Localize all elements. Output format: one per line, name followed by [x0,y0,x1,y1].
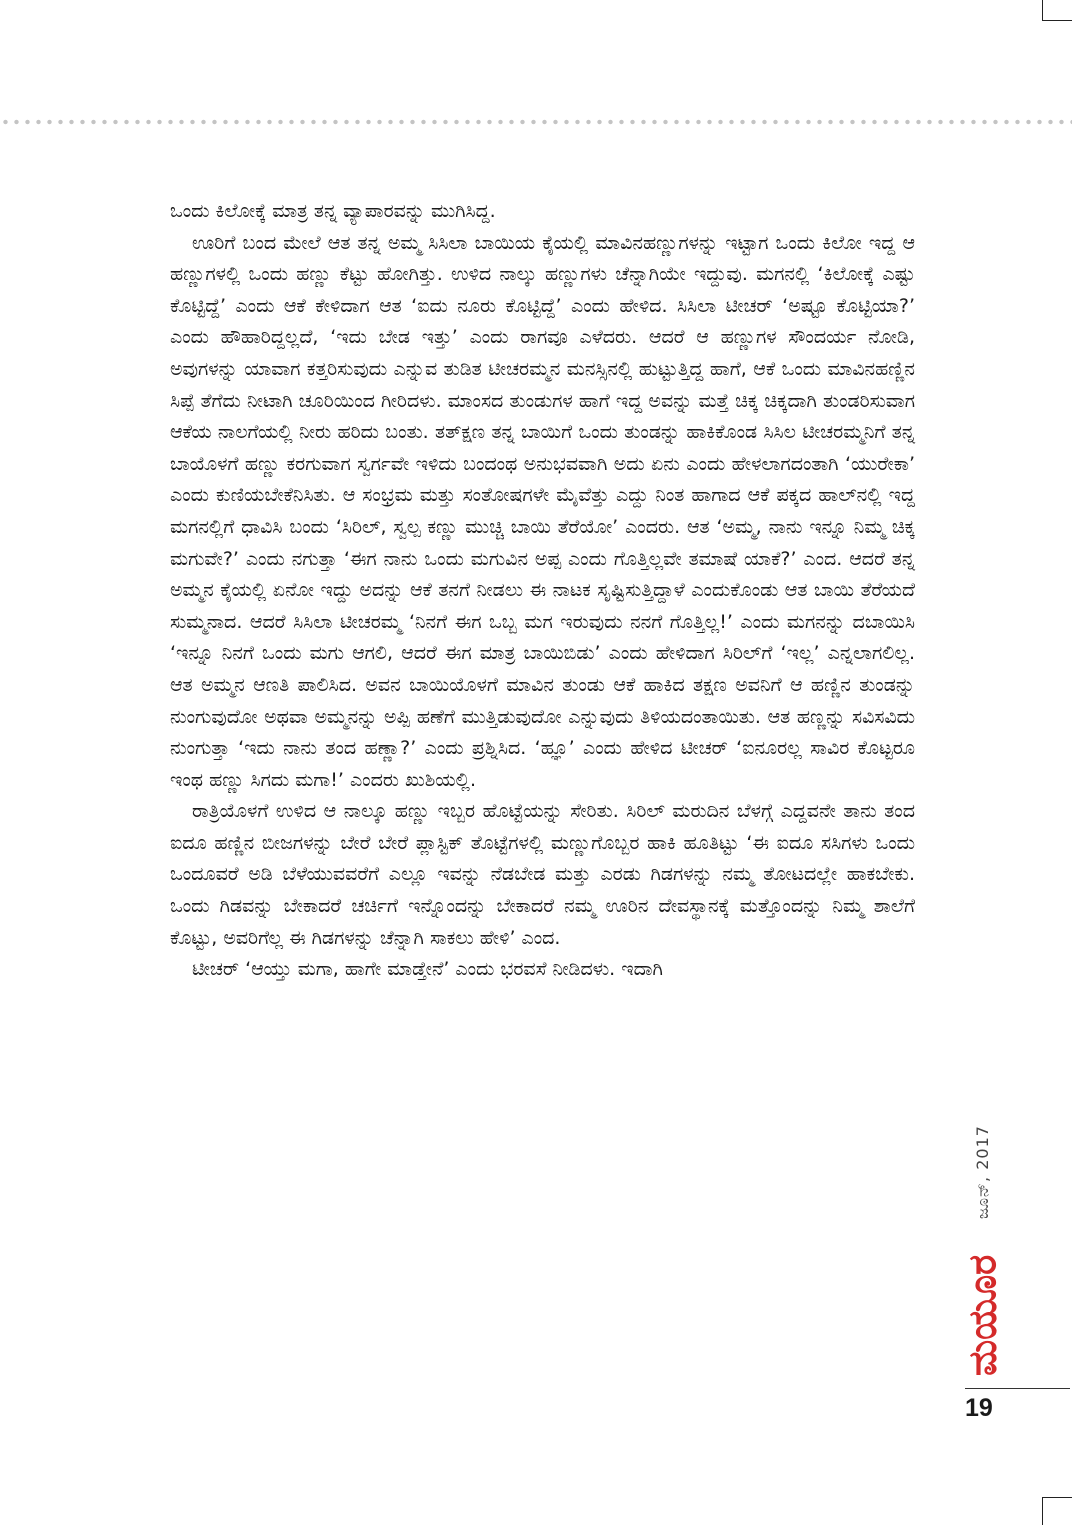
page-number: 19 [965,1394,993,1422]
page-number-rule [965,1388,1070,1389]
paragraph-4: ಟೀಚರ್ ‘ಆಯ್ತು ಮಗಾ, ಹಾಗೇ ಮಾಡ್ತೇನೆ’ ಎಂದು ಭರವಸೆ ನೀಡಿದಳು. ಇದಾಗಿ [192,958,663,981]
paragraph-3: ರಾತ್ರಿಯೊಳಗೆ ಉಳಿದ ಆ ನಾಲ್ಕೂ ಹಣ್ಣು ಇಬ್ಬರ ಹೊಟ್ಟೆಯನ್ನು ಸೇರಿತು. ಸಿರಿಲ್ ಮರುದಿನ ಬೆಳಗ್ಗೆ ಎದ್ದವನೇ ತಾನು ತಂದ ಐದೂ ಹಣ್ಣಿನ ಬೀಜಗಳನ್ನು ಬೇರೆ ಬೇರೆ ಪ್ಲಾಸ್ಟಿಕ್ ತೊಟ್ಟೆಗಳಲ್ಲಿ ಮಣ್ಣುಗೊಬ್ಬರ ಹಾಕಿ ಹೂತಿಟ್ಟು ‘ಈ ಐದೂ ಸಸಿಗಳು ಒಂದು ಒಂದೂವರೆ ಅಡಿ ಬೆಳೆಯುವವರೆಗೆ ಎಲ್ಲೂ ಇವನ್ನು ನೆಡಬೇಡ ಮತ್ತು ಎರಡು ಗಿಡಗಳನ್ನು ನಮ್ಮ ತೋಟದಲ್ಲೇ ಹಾಕಬೇಕು. ಒಂದು ಗಿಡವನ್ನು ಬೇಕಾದರೆ ಚರ್ಚಿಗೆ ಇನ್ನೊಂದನ್ನು ಬೇಕಾದರೆ ನಮ್ಮ ಊರಿನ ದೇವಸ್ಥಾನಕ್ಕೆ ಮತ್ತೊಂದನ್ನು ನಿಮ್ಮ ಶಾಲೆಗೆ ಕೊಟ್ಟು, ಅವರಿಗೆಲ್ಲ ಈ ಗಿಡಗಳನ್ನು ಚೆನ್ನಾಗಿ ಸಾಕಲು ಹೇಳಿ’ ಎಂದ. [170,800,915,949]
paragraph-2: ಊರಿಗೆ ಬಂದ ಮೇಲೆ ಆತ ತನ್ನ ಅಮ್ಮ ಸಿಸಿಲಾ ಬಾಯಿಯ ಕೈಯಲ್ಲಿ ಮಾವಿನಹಣ್ಣುಗಳನ್ನು ಇಟ್ಟಾಗ ಒಂದು ಕಿಲೋ ಇದ್ದ ಆ ಹಣ್ಣುಗಳಲ್ಲಿ ಒಂದು ಹಣ್ಣು ಕೆಟ್ಟು ಹೋಗಿತ್ತು. ಉಳಿದ ನಾಲ್ಕು ಹಣ್ಣುಗಳು ಚೆನ್ನಾಗಿಯೇ ಇದ್ದುವು. ಮಗನಲ್ಲಿ ‘ಕಿಲೋಕ್ಕೆ ಎಷ್ಟು ಕೊಟ್ಟಿದ್ದೆ’ ಎಂದು ಆಕೆ ಕೇಳಿದಾಗ ಆತ ‘ಐದು ನೂರು ಕೊಟ್ಟಿದ್ದೆ’ ಎಂದು ಹೇಳಿದ. ಸಿಸಿಲಾ ಟೀಚರ್ ‘ಅಷ್ಟೂ ಕೊಟ್ಟಿಯಾ?’ ಎಂದು ಹೌಹಾರಿದ್ದಲ್ಲದೆ, ‘ಇದು ಬೇಡ ಇತ್ತು’ ಎಂದು ರಾಗವೂ ಎಳೆದರು. ಆದರೆ ಆ ಹಣ್ಣುಗಳ ಸೌಂದರ್ಯ ನೋಡಿ, ಅವುಗಳನ್ನು ಯಾವಾಗ ಕತ್ತರಿಸುವುದು ಎನ್ನುವ ತುಡಿತ ಟೀಚರಮ್ಮನ ಮನಸ್ಸಿನಲ್ಲಿ ಹುಟ್ಟುತ್ತಿದ್ದ ಹಾಗೆ, ಆಕೆ ಒಂದು ಮಾವಿನಹಣ್ಣಿನ ಸಿಪ್ಪೆ ತೆಗೆದು ನೀಟಾಗಿ ಚೂರಿಯಿಂದ ಗೀರಿದಳು. ಮಾಂಸದ ತುಂಡುಗಳ ಹಾಗೆ ಇದ್ದ ಅವನ್ನು ಮತ್ತೆ ಚಿಕ್ಕ ಚಿಕ್ಕದಾಗಿ ತುಂಡರಿಸುವಾಗ ಆಕೆಯ ನಾಲಗೆಯಲ್ಲಿ ನೀರು ಹರಿದು ಬಂತು. ತತ್‌ಕ್ಷಣ ತನ್ನ ಬಾಯಿಗೆ ಒಂದು ತುಂಡನ್ನು ಹಾಕಿಕೊಂಡ ಸಿಸಿಲ ಟೀಚರಮ್ಮನಿಗೆ ತನ್ನ ಬಾಯೊಳಗೆ ಹಣ್ಣು ಕರಗುವಾಗ ಸ್ವರ್ಗವೇ ಇಳಿದು ಬಂದಂಥ ಅನುಭವವಾಗಿ ಅದು ಏನು ಎಂದು ಹೇಳಲಾಗದಂತಾಗಿ ‘ಯುರೇಕಾ’ ಎಂದು ಕುಣಿಯಬೇಕೆನಿಸಿತು. ಆ ಸಂಭ್ರಮ ಮತ್ತು ಸಂತೋಷಗಳೇ ಮೈವೆತ್ತು ಎದ್ದು ನಿಂತ ಹಾಗಾದ ಆಕೆ ಪಕ್ಕದ ಹಾಲ್‌ನಲ್ಲಿ ಇದ್ದ ಮಗನಲ್ಲಿಗೆ ಧಾವಿಸಿ ಬಂದು ‘ಸಿರಿಲ್, ಸ್ವಲ್ಪ ಕಣ್ಣು ಮುಚ್ಚಿ ಬಾಯಿ ತೆರೆಯೋ’ ಎಂದರು. ಆತ ‘ಅಮ್ಮ, ನಾನು ಇನ್ನೂ ನಿಮ್ಮ ಚಿಕ್ಕ ಮಗುವೇ?’ ಎಂದು ನಗುತ್ತಾ ‘ಈಗ ನಾನು ಒಂದು ಮಗುವಿನ ಅಪ್ಪ ಎಂದು ಗೊತ್ತಿಲ್ಲವೇ ತಮಾಷೆ ಯಾಕೆ?’ ಎಂದ. ಆದರೆ ತನ್ನ ಅಮ್ಮನ ಕೈಯಲ್ಲಿ ಏನೋ ಇದ್ದು ಅದನ್ನು ಆಕೆ ತನಗೆ ನೀಡಲು ಈ ನಾಟಕ ಸೃಷ್ಟಿಸುತ್ತಿದ್ದಾಳೆ ಎಂದುಕೊಂಡು ಆತ ಬಾಯಿ ತೆರೆಯದೆ ಸುಮ್ಮನಾದ. ಆದರೆ ಸಿಸಿಲಾ ಟೀಚರಮ್ಮ ‘ನಿನಗೆ ಈಗ ಒಬ್ಬ ಮಗ ಇರುವುದು ನನಗೆ ಗೊತ್ತಿಲ್ಲ!’ ಎಂದು ಮಗನನ್ನು ದಬಾಯಿಸಿ ‘ಇನ್ನೂ ನಿನಗೆ ಒಂದು ಮಗು ಆಗಲಿ, ಆದರೆ ಈಗ ಮಾತ್ರ ಬಾಯಿಬಿಡು’ ಎಂದು ಹೇಳಿದಾಗ ಸಿರಿಲ್‌ಗೆ ‘ಇಲ್ಲ’ ಎನ್ನಲಾಗಲಿಲ್ಲ. ಆತ ಅಮ್ಮನ ಆಣತಿ ಪಾಲಿಸಿದ. ಅವನ ಬಾಯಿಯೊಳಗೆ ಮಾವಿನ ತುಂಡು ಆಕೆ ಹಾಕಿದ ತಕ್ಷಣ ಅವನಿಗೆ ಆ ಹಣ್ಣಿನ ತುಂಡನ್ನು ನುಂಗುವುದೋ ಅಥವಾ ಅಮ್ಮನನ್ನು ಅಪ್ಪಿ ಹಣೆಗೆ ಮುತ್ತಿಡುವುದೋ ಎನ್ನುವುದು ತಿಳಿಯದಂತಾಯಿತು. ಆತ ಹಣ್ಣನ್ನು ಸವಿಸವಿದು ನುಂಗುತ್ತಾ ‘ಇದು ನಾನು ತಂದ ಹಣ್ಣಾ?’ ಎಂದು ಪ್ರಶ್ನಿಸಿದ. ‘ಹ್ಞೂ’ ಎಂದು ಹೇಳಿದ ಟೀಚರ್ ‘ಐನೂರಲ್ಲ ಸಾವಿರ ಕೊಟ್ಟರೂ ಇಂಥ ಹಣ್ಣು ಸಿಗದು ಮಗಾ!’ ಎಂದರು ಖುಶಿಯಲ್ಲಿ. [170,231,915,791]
crop-mark-bottom-right [1042,1497,1072,1498]
crop-mark-top-right-vertical [1042,0,1043,21]
paragraph-1: ಒಂದು ಕಿಲೋಕ್ಕೆ ಮಾತ್ರ ತನ್ನ ವ್ಯಾಪಾರವನ್ನು ಮುಗಿಸಿದ್ದ. [170,200,496,222]
crop-mark-bottom-right-vertical [1042,1497,1043,1525]
dotted-header-rule [0,118,1072,126]
magazine-name: ಮಯೂರ [960,1254,1005,1376]
issue-date: ಜೂನ್, 2017 [973,1125,992,1220]
sidebar-masthead [955,1105,1025,1380]
article-body [170,196,915,986]
crop-mark-top-right [1042,20,1072,21]
